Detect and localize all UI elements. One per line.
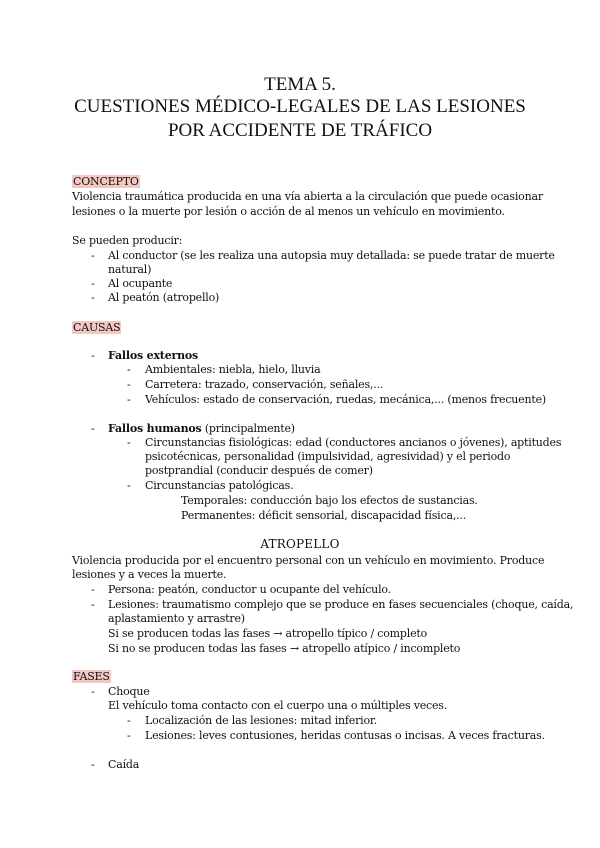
list-item: Lesiones: leves contusiones, heridas contusas o incisas. A veces fracturas. xyxy=(145,729,545,742)
subheading-fallos-externos: Fallos externos xyxy=(108,349,199,362)
bullet-dash: - xyxy=(91,277,95,290)
list-item-continuation: postprandial (conducir después de comer) xyxy=(145,464,373,477)
list-item: Lesiones: traumatismo complejo que se produce en fases secuenciales (choque, caída, xyxy=(108,598,574,611)
section-heading-atropello: ATROPELLO xyxy=(260,537,340,551)
bullet-dash: - xyxy=(127,729,131,742)
list-item: Ambientales: niebla, hielo, lluvia xyxy=(145,363,321,376)
list-item-continuation: natural) xyxy=(108,263,152,276)
bullet-dash: - xyxy=(91,249,95,262)
sub-item-temporales: Temporales: conducción bajo los efectos de sustancias. xyxy=(181,494,478,507)
list-item: Circunstancias patológicas. xyxy=(145,479,294,492)
bullet-dash: - xyxy=(127,436,131,449)
list-item-choque: Choque xyxy=(108,685,150,698)
title-line-1: TEMA 5. xyxy=(264,74,336,95)
bullet-dash: - xyxy=(127,363,131,376)
list-item: Al ocupante xyxy=(108,277,173,290)
paragraph-line: Violencia producida por el encuentro personal con un vehículo en movimiento. Produce xyxy=(72,554,545,567)
section-heading-concepto: CONCEPTO xyxy=(73,175,139,188)
list-item: Persona: peatón, conductor u ocupante del vehículo. xyxy=(108,583,391,596)
sub-item-permanentes: Permanentes: déficit sensorial, discapacidad física,... xyxy=(181,509,467,522)
bullet-dash: - xyxy=(127,378,131,391)
paragraph-line: Violencia traumática producida en una vía abierta a la circulación que puede ocasionar xyxy=(72,190,543,203)
list-item-continuation: aplastamiento y arrastre) xyxy=(108,612,245,625)
bullet-dash: - xyxy=(91,685,95,698)
title-line-3: POR ACCIDENTE DE TRÁFICO xyxy=(167,120,433,141)
paragraph-line: Se pueden producir: xyxy=(72,234,183,247)
list-item: Al conductor (se les realiza una autopsia muy detallada: se puede tratar de muerte xyxy=(108,249,555,262)
list-item-continuation: Si no se producen todas las fases → atropello atípico / incompleto xyxy=(108,642,461,655)
bullet-dash: - xyxy=(91,349,95,362)
section-heading-causas: CAUSAS xyxy=(73,321,121,334)
title-line-2: CUESTIONES MÉDICO-LEGALES DE LAS LESIONES xyxy=(74,96,526,117)
list-item: Al peatón (atropello) xyxy=(108,291,220,304)
list-item: Circunstancias fisiológicas: edad (conductores ancianos o jóvenes), aptitudes xyxy=(145,436,562,449)
paragraph-line: lesiones o la muerte por lesión o acción de al menos un vehículo en movimiento. xyxy=(72,205,505,218)
list-item-continuation: Si se producen todas las fases → atropello típico / completo xyxy=(108,627,428,640)
bullet-dash: - xyxy=(127,393,131,406)
bullet-dash: - xyxy=(91,598,95,611)
bullet-dash: - xyxy=(91,758,95,771)
bullet-dash: - xyxy=(91,583,95,596)
bullet-dash: - xyxy=(91,422,95,435)
subheading-fallos-humanos: Fallos humanos (principalmente) xyxy=(108,422,295,435)
list-item-caida: Caída xyxy=(108,758,140,771)
bullet-dash: - xyxy=(127,479,131,492)
paragraph-line: lesiones y a veces la muerte. xyxy=(72,568,227,581)
list-item: Carretera: trazado, conservación, señales,... xyxy=(145,378,384,391)
list-item-continuation: El vehículo toma contacto con el cuerpo una o múltiples veces. xyxy=(108,699,448,712)
list-item-continuation: psicotécnicas, personalidad (impulsividad, agresividad) y el periodo xyxy=(145,450,511,463)
section-heading-fases: FASES xyxy=(73,670,110,683)
list-item: Vehículos: estado de conservación, ruedas, mecánica,... (menos frecuente) xyxy=(145,393,546,406)
bullet-dash: - xyxy=(127,714,131,727)
list-item: Localización de las lesiones: mitad inferior. xyxy=(145,714,378,727)
bullet-dash: - xyxy=(91,291,95,304)
